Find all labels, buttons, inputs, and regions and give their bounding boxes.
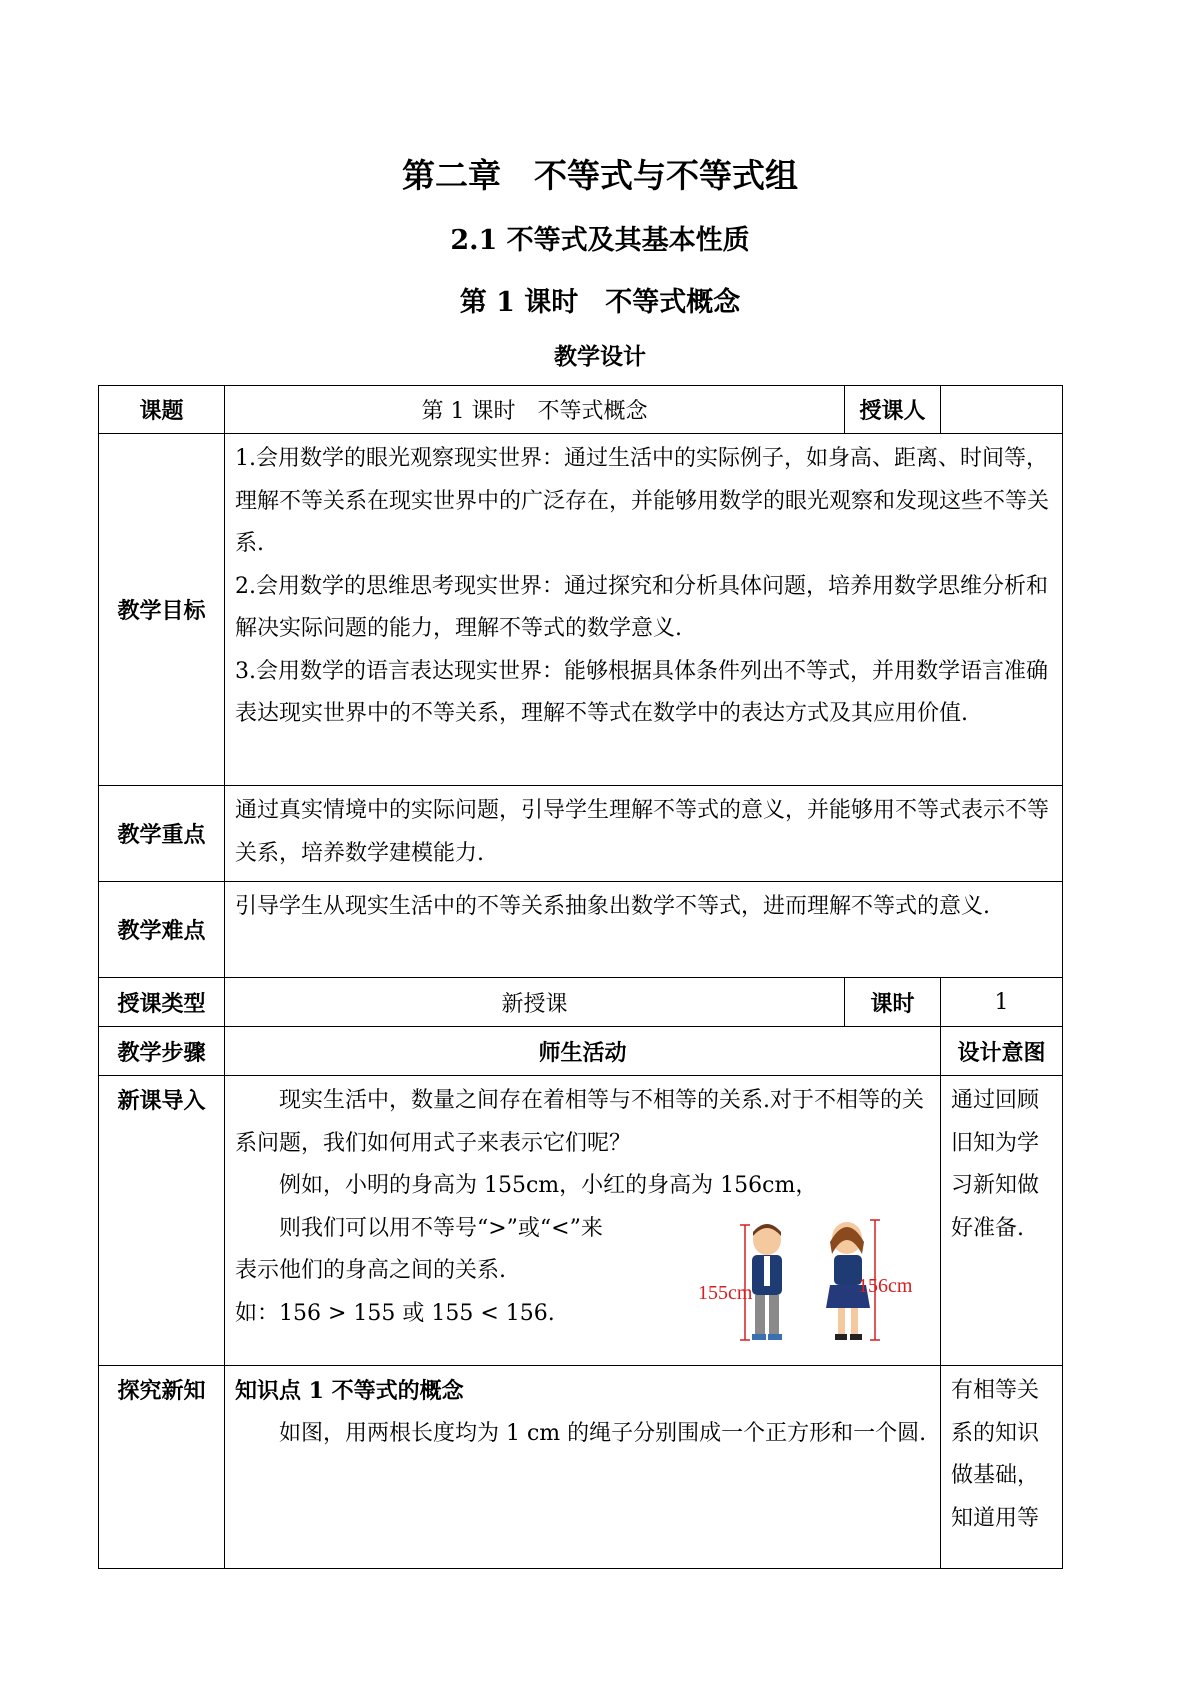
topic-label: 课题 (99, 386, 225, 434)
explore-paragraph: 如图，用两根长度均为 1 cm 的绳子分别围成一个正方形和一个圆. (279, 1420, 927, 1446)
intro-paragraph: 如：156 > 155 或 155 < 156. (235, 1300, 555, 1326)
goals-label: 教学目标 (99, 434, 225, 786)
intro-paragraph: 表示他们的身高之间的关系. (235, 1258, 506, 1283)
knowledge-heading: 知识点 1 不等式的概念 (235, 1378, 464, 1404)
section-title: 2.1 不等式及其基本性质 (450, 225, 750, 256)
lesson-title: 第 1 课时 不等式概念 (459, 287, 741, 318)
difficulty-text: 引导学生从现实生活中的不等关系抽象出数学不等式，进而理解不等式的意义. (225, 882, 1063, 978)
intro-intent: 通过回顾旧知为学习新知做好准备. (941, 1076, 1063, 1366)
goal-item: 1.会用数学的眼光观察现实世界：通过生活中的实际例子，如身高、距离、时间等，理解不等关系在现实世界中的广泛存在，并能够用数学的眼光观察和发现这些不等关系. (235, 446, 1050, 556)
table-row (99, 978, 1063, 1027)
table-row (99, 1027, 1063, 1076)
girl-height-label: 156cm (858, 1275, 913, 1297)
goal-item: 2.会用数学的思维思考现实世界：通过探究和分析具体问题，培养用数学思维分析和解决实际问题的能力，理解不等式的数学意义. (235, 573, 1048, 641)
key-points-label: 教学重点 (99, 786, 225, 882)
key-points-text: 通过真实情境中的实际问题，引导学生理解不等式的意义，并能够用不等式表示不等关系，培养数学建模能力. (225, 786, 1063, 882)
explore-content (225, 1366, 941, 1569)
table-row (99, 434, 1063, 786)
goal-item: 3.会用数学的语言表达现实世界：能够根据具体条件列出不等式，并用数学语言准确表达现实世界中的不等关系，理解不等式在数学中的表达方式及其应用价值. (235, 658, 1048, 726)
boy-figure (752, 1224, 782, 1340)
topic-value: 第 1 课时 不等式概念 (225, 386, 845, 434)
lesson-plan-table (98, 385, 1063, 1569)
chapter-title: 第二章 不等式与不等式组 (402, 156, 798, 195)
table-row (99, 1366, 1063, 1569)
table-row (99, 882, 1063, 978)
teacher-label: 授课人 (845, 386, 941, 434)
explore-intent: 有相等关系的知识做基础，知道用等 (941, 1366, 1063, 1569)
intro-paragraph: 现实生活中，数量之间存在着相等与不相等的关系.对于不相等的关系问题，我们如何用式子来表示它们呢？ (235, 1088, 924, 1156)
table-row (99, 386, 1063, 434)
difficulty-label: 教学难点 (99, 882, 225, 978)
table-row (99, 786, 1063, 882)
explore-label: 探究新知 (99, 1366, 225, 1569)
lesson-type-label: 授课类型 (99, 978, 225, 1027)
boy-height-label: 155cm (698, 1282, 753, 1304)
steps-header: 教学步骤 (99, 1027, 225, 1076)
design-subtitle: 教学设计 (554, 343, 646, 370)
hours-label: 课时 (845, 978, 941, 1027)
intro-paragraph: 例如，小明的身高为 155cm，小红的身高为 156cm， (279, 1173, 818, 1198)
activity-header: 师生活动 (225, 1027, 941, 1076)
goals-cell (225, 434, 1063, 786)
lesson-type-value: 新授课 (225, 978, 845, 1027)
intro-paragraph: 则我们可以用不等号“>”或“<”来 (279, 1215, 603, 1241)
teacher-value (941, 386, 1063, 434)
hours-value: 1 (941, 978, 1063, 1027)
height-illustration (698, 1220, 930, 1350)
intent-header: 设计意图 (941, 1027, 1063, 1076)
intro-label: 新课导入 (99, 1076, 225, 1366)
